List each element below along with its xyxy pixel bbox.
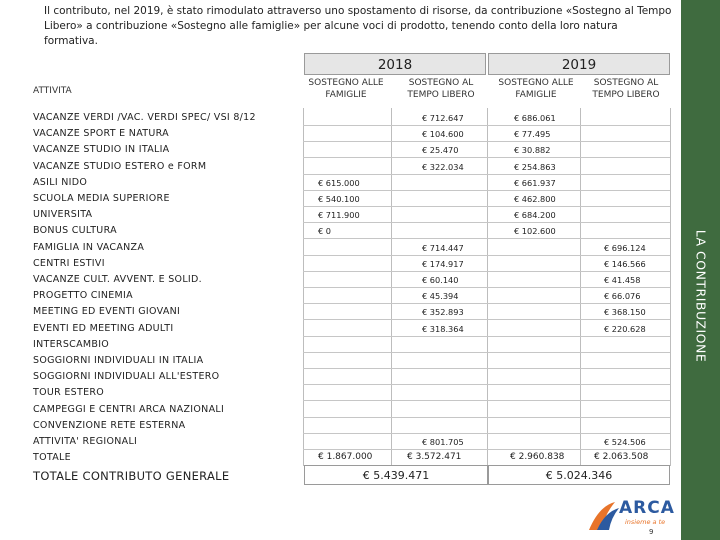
row-divider — [303, 400, 670, 401]
row-divider — [303, 433, 670, 434]
row-label: ATTIVITA' REGIONALI — [33, 436, 138, 447]
year-2019-header: 2019 — [488, 53, 670, 75]
table-cell: € 254.863 — [514, 161, 556, 172]
table-cell: € 41.458 — [604, 275, 641, 285]
col-header-2018-famiglie: SOSTEGNO ALLE FAMIGLIE — [308, 78, 384, 100]
row-label: INTERSCAMBIO — [33, 338, 110, 350]
table-cell: € 66.076 — [604, 291, 641, 302]
table-cell: € 696.124 — [604, 242, 646, 253]
table-cell: € 684.200 — [514, 210, 556, 221]
row-label: SOGGIORNI INDIVIDUALI IN ITALIA — [33, 355, 204, 366]
row-label: SOGGIORNI INDIVIDUALI ALL'ESTERO — [33, 371, 220, 383]
total-2019-tempo-libero: € 2.063.508 — [594, 452, 649, 462]
table-cell: € 368.150 — [604, 307, 646, 318]
arca-logo — [585, 496, 675, 536]
table-cell: € 801.705 — [422, 437, 464, 447]
row-label: EVENTI ED MEETING ADULTI — [33, 322, 174, 334]
row-label: TOUR ESTERO — [33, 387, 105, 399]
row-label: SCUOLA MEDIA SUPERIORE — [33, 193, 170, 204]
row-label: VACANZE STUDIO ESTERO e FORM — [33, 160, 207, 172]
row-divider — [303, 255, 670, 256]
row-label: CAMPEGGI E CENTRI ARCA NAZIONALI — [33, 403, 225, 415]
table-cell: € 524.506 — [604, 437, 646, 447]
table-cell: € 712.647 — [422, 113, 464, 123]
col-header-2019-tempo-libero: SOSTEGNO AL TEMPO LIBERO — [592, 78, 660, 100]
table-cell: € 322.034 — [422, 161, 464, 172]
table-cell: € 540.100 — [318, 194, 360, 204]
row-divider — [303, 303, 670, 304]
row-divider — [303, 222, 670, 223]
table-cell: € 30.882 — [514, 145, 551, 156]
table-cell: € 661.937 — [514, 177, 556, 188]
col-header-2019-famiglie: SOSTEGNO ALLE FAMIGLIE — [498, 78, 574, 100]
row-divider — [303, 319, 670, 320]
row-divider — [303, 238, 670, 239]
row-divider — [303, 206, 670, 207]
table-cell: € 174.917 — [422, 258, 464, 269]
row-divider — [303, 174, 670, 175]
row-label: PROGETTO CINEMIA — [33, 290, 133, 302]
row-divider — [303, 384, 670, 385]
table-cell: € 220.628 — [604, 323, 646, 334]
table-cell: € 352.893 — [422, 307, 464, 318]
general-total-2019: € 5.024.346 — [488, 465, 670, 485]
general-total-2018: € 5.439.471 — [304, 465, 488, 485]
table-cell: € 146.566 — [604, 258, 646, 269]
row-divider — [303, 287, 670, 288]
logo-tagline: insieme a te — [625, 518, 666, 526]
row-divider — [303, 125, 670, 126]
side-title: LA CONTRIBUZIONE — [693, 229, 708, 363]
general-total-label: TOTALE CONTRIBUTO GENERALE — [33, 469, 230, 483]
row-divider — [303, 336, 670, 337]
total-2018-famiglie: € 1.867.000 — [318, 452, 373, 462]
table-cell: € 45.394 — [422, 291, 459, 302]
row-label: VACANZE SPORT E NATURA — [33, 128, 169, 140]
row-label: CENTRI ESTIVI — [33, 257, 105, 269]
activity-column-header: ATTIVITA — [33, 86, 72, 96]
table-cell: € 318.364 — [422, 323, 464, 334]
row-label: FAMIGLIA IN VACANZA — [33, 241, 145, 253]
total-2019-famiglie: € 2.960.838 — [510, 452, 565, 462]
row-divider — [303, 271, 670, 272]
intro-paragraph: Il contributo, nel 2019, è stato rimodulato attraverso uno spostamento di risorse, da contribuzione «Sostegno al Tempo Libero» a contribuzione «Sostegno alle famiglie» per alcune voci di prodotto, tenendo conto della loro natura formativa. — [44, 5, 672, 47]
row-label: MEETING ED EVENTI GIOVANI — [33, 306, 181, 318]
table-cell: € 60.140 — [422, 275, 459, 285]
table-cell: € 104.600 — [422, 129, 464, 140]
total-2018-tempo-libero: € 3.572.471 — [407, 452, 462, 462]
page-number: 9 — [649, 528, 654, 536]
table-cell: € 462.800 — [514, 194, 556, 204]
row-divider — [303, 141, 670, 142]
row-divider — [303, 368, 670, 369]
table-cell: € 686.061 — [514, 113, 556, 123]
year-2018-header: 2018 — [304, 53, 486, 75]
table-cell: € 711.900 — [318, 210, 360, 221]
row-label: UNIVERSITA — [33, 209, 93, 221]
row-divider — [303, 352, 670, 353]
row-divider — [303, 417, 670, 418]
table-cell: € 615.000 — [318, 177, 360, 188]
row-label: VACANZE STUDIO IN ITALIA — [33, 144, 170, 156]
row-divider — [303, 190, 670, 191]
row-label: BONUS CULTURA — [33, 225, 117, 237]
row-label: VACANZE CULT. AVVENT. E SOLID. — [33, 274, 202, 285]
col-header-2018-tempo-libero: SOSTEGNO AL TEMPO LIBERO — [407, 78, 475, 100]
table-cell: € 25.470 — [422, 145, 459, 156]
totals-label: TOTALE — [33, 452, 71, 463]
row-divider — [303, 157, 670, 158]
grid-line — [670, 108, 671, 466]
row-label: ASILI NIDO — [33, 176, 88, 188]
table-cell: € 102.600 — [514, 226, 556, 237]
table-cell: € 0 — [318, 226, 332, 237]
logo-text: ARCA — [619, 498, 675, 518]
row-label: VACANZE VERDI /VAC. VERDI SPEC/ VSI 8/12 — [33, 112, 256, 123]
table-cell: € 714.447 — [422, 242, 464, 253]
row-label: CONVENZIONE RETE ESTERNA — [33, 419, 186, 431]
row-divider — [303, 449, 670, 450]
table-cell: € 77.495 — [514, 129, 551, 140]
